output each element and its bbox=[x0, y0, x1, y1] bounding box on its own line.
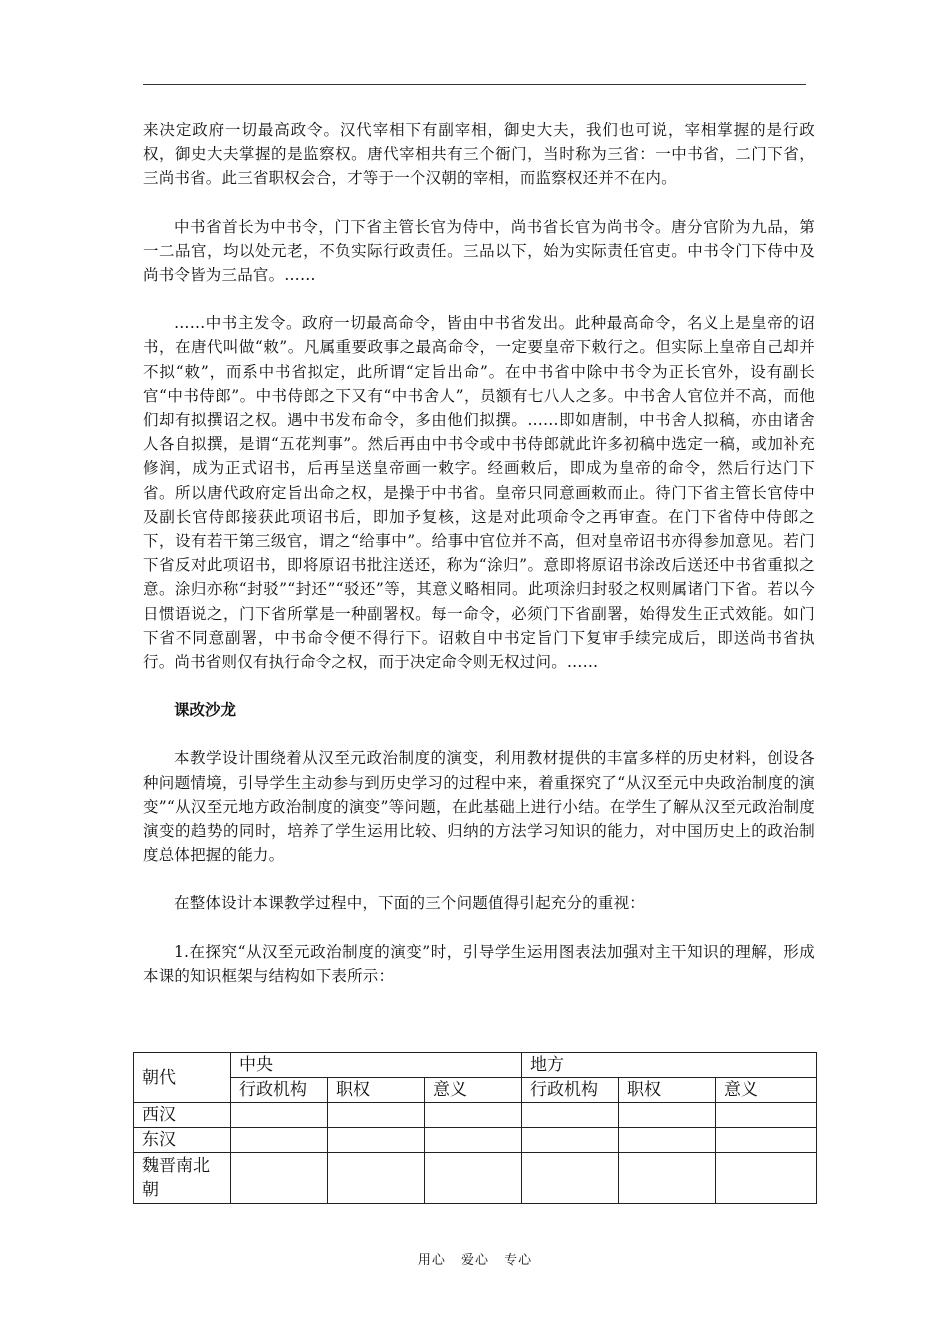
row-dynasty-cell: 西汉 bbox=[134, 1103, 231, 1128]
empty-cell bbox=[328, 1103, 425, 1128]
row-dynasty-cell: 魏晋南北朝 bbox=[134, 1153, 231, 1204]
empty-cell bbox=[716, 1153, 817, 1204]
header-central: 中央 bbox=[231, 1053, 522, 1078]
row-dynasty-cell: 东汉 bbox=[134, 1128, 231, 1153]
paragraph-2: 中书省首长为中书令，门下省主管长官为侍中，尚书省长官为尚书令。唐分官阶为九品，第一二品官，均以处元老，不负实际行政责任。三品以下，始为实际责任官吏。中书令门下侍中及尚书令皆为三品官。…… bbox=[143, 217, 815, 285]
paragraph-1: 来决定政府一切最高政令。汉代宰相下有副宰相，御史大夫，我们也可说，宰相掌握的是行政权，御史大夫掌握的是监察权。唐代宰相共有三个衙门，当时称为三省：一中书省，二门下省，三尚书省。此三省职权会合，才等于一个汉朝的宰相，而监察权还并不在内。 bbox=[143, 121, 815, 188]
header-rule bbox=[143, 84, 806, 85]
table-header-row bbox=[134, 1053, 817, 1078]
empty-cell bbox=[716, 1103, 817, 1128]
empty-cell bbox=[425, 1153, 522, 1204]
table-subheader-row bbox=[134, 1078, 817, 1103]
paragraph-5: 在整体设计本课教学过程中，下面的三个问题值得引起充分的重视： bbox=[174, 894, 646, 913]
empty-cell bbox=[231, 1153, 328, 1204]
paragraph-gap bbox=[143, 722, 815, 746]
empty-cell bbox=[522, 1128, 619, 1153]
empty-cell bbox=[328, 1153, 425, 1204]
page-footer: 用心 爱心 专心 bbox=[417, 1253, 533, 1268]
subheader-central-meaning: 意义 bbox=[425, 1078, 522, 1103]
paragraph-3: ……中书主发令。政府一切最高命令，皆由中书省发出。此种最高命令，名义上是皇帝的诏书，在唐代叫做“敕”。凡属重要政事之最高命令，一定要皇帝下敕行之。但实际上皇帝自己却并不拟“敕”，而系中书省拟定，此所谓“定旨出命”。在中书省中除中书令为正长官外，设有副长官“中书侍郎”。中书侍郎之下又有“中书舍人”，员额有七八人之多。中书舍人官位并不高，而他们却有拟撰诏之权。遇中书发布命令，多由他们拟撰。……即如唐制，中书舍人拟稿，亦由诸舍人各自拟撰，是谓“五花判事”。然后再由中书令或中书侍郎就此许多初稿中选定一稿，或加补充修润，成为正式诏书，后再呈送皇帝画一敕字。经画敕后，即成为皇帝的命令，然后行达门下省。所以唐代政府定旨出命之权，是操于中书省。皇帝只同意画敕而止。待门下省主管长官侍中及副长官侍郎接获此项诏书后，即加予复核，这是对此项命令之再审查。在门下省侍中侍郎之下，设有若干第三级官，谓之“给事中”。给事中官位并不高，但对皇帝诏书亦得参加意见。若门下省反对此项诏书，即将原诏书批注送还，称为“涂归”。意即将原诏书涂改后送还中书省重拟之意。涂归亦称“封驳”“封还”“驳还”等，其意义略相同。此项涂归封驳之权则属诸门下省。若以今日惯语说之，门下省所掌是一种副署权。每一命令，必须门下省副署，始得发生正式效能。如门下省不同意副署，中书命令便不得行下。诏敕自中书定旨门下复审手续完成后，即送尚书省执行。尚书省则仅有执行命令之权，而于决定命令则无权过问。…… bbox=[143, 314, 815, 672]
empty-cell bbox=[522, 1103, 619, 1128]
table-row bbox=[134, 1103, 817, 1128]
empty-cell bbox=[619, 1103, 716, 1128]
document-body bbox=[143, 118, 815, 988]
subheader-local-meaning: 意义 bbox=[716, 1078, 817, 1103]
empty-cell bbox=[425, 1103, 522, 1128]
empty-cell bbox=[231, 1128, 328, 1153]
paragraph-gap bbox=[143, 287, 815, 311]
paragraph-6: 1.在探究“从汉至元政治制度的演变”时，引导学生运用图表法加强对主干知识的理解，形成本课的知识框架与结构如下表所示： bbox=[143, 942, 815, 985]
subheader-local-org: 行政机构 bbox=[522, 1078, 619, 1103]
paragraph-gap bbox=[143, 916, 815, 940]
table-row bbox=[134, 1128, 817, 1153]
paragraph-gap bbox=[143, 674, 815, 698]
subheader-local-power: 职权 bbox=[619, 1078, 716, 1103]
paragraph-gap bbox=[143, 867, 815, 891]
empty-cell bbox=[522, 1153, 619, 1204]
paragraph-4: 本教学设计围绕着从汉至元政治制度的演变，利用教材提供的丰富多样的历史材料，创设各种问题情境，引导学生主动参与到历史学习的过程中来，着重探究了“从汉至元中央政治制度的演变”“从汉至元地方政治制度的演变”等问题，在此基础上进行小结。在学生了解从汉至元政治制度演变的趋势的同时，培养了学生运用比较、归纳的方法学习知识的能力，对中国历史上的政治制度总体把握的能力。 bbox=[143, 749, 815, 865]
subheader-central-power: 职权 bbox=[328, 1078, 425, 1103]
subheader-central-org: 行政机构 bbox=[231, 1078, 328, 1103]
empty-cell bbox=[619, 1153, 716, 1204]
paragraph-gap bbox=[143, 191, 815, 215]
knowledge-framework-table bbox=[133, 1052, 817, 1204]
header-dynasty: 朝代 bbox=[134, 1053, 231, 1103]
table-row bbox=[134, 1153, 817, 1204]
header-local: 地方 bbox=[522, 1053, 817, 1078]
empty-cell bbox=[619, 1128, 716, 1153]
empty-cell bbox=[328, 1128, 425, 1153]
section-heading: 课改沙龙 bbox=[174, 700, 237, 720]
empty-cell bbox=[716, 1128, 817, 1153]
empty-cell bbox=[231, 1103, 328, 1128]
empty-cell bbox=[425, 1128, 522, 1153]
